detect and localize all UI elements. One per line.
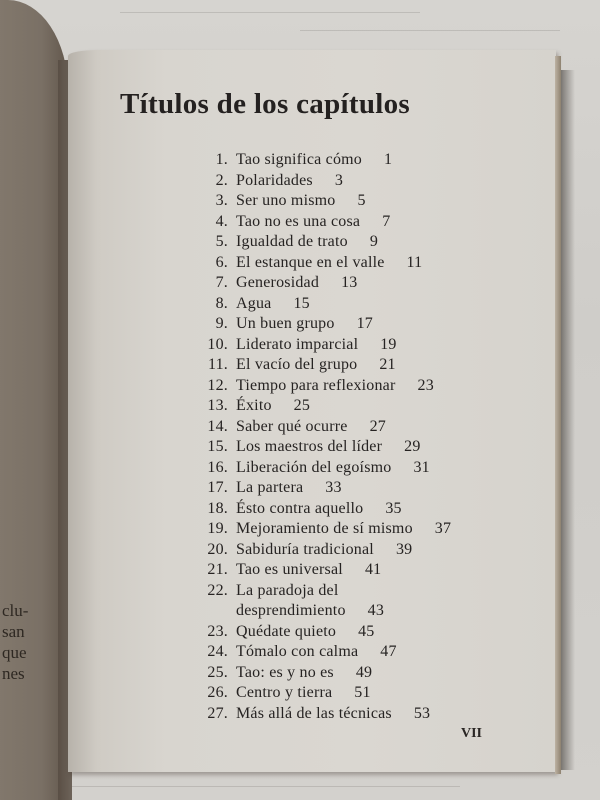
chapter-page: 5 [357, 192, 366, 209]
chapter-page: 29 [404, 438, 421, 455]
chapter-title-text: Éxito [236, 397, 272, 414]
chapter-page: 51 [354, 684, 371, 701]
chapter-number: 13. [207, 397, 228, 414]
chapter-number: 9. [215, 315, 228, 332]
chapter-page: 11 [406, 253, 423, 271]
chapter-page: 45 [358, 622, 375, 640]
chapter-number: 21. [207, 561, 228, 578]
chapter-title-text: Polaridades [236, 171, 313, 189]
left-fragment: nes [2, 664, 25, 683]
chapter-page: 37 [434, 520, 452, 537]
chapter-title [236, 663, 372, 684]
left-fragment: que [2, 643, 27, 662]
chapter-title-text: Agua [236, 294, 272, 312]
chapter-title [236, 437, 421, 458]
chapter-page: 27 [369, 417, 386, 435]
chapter-page: 3 [334, 171, 344, 189]
chapter-title-text: Liberación del egoísmo [236, 458, 392, 476]
chapter-page: 33 [325, 479, 342, 496]
chapter-page: 25 [293, 397, 311, 414]
chapter-title-text: Los maestros del líder [236, 438, 383, 455]
chapter-page: 15 [293, 294, 310, 312]
chapter-title-text: Mejoramiento de sí mismo [236, 520, 413, 537]
chapter-title-text: Tao es universal [236, 561, 343, 578]
chapter-title [236, 642, 397, 663]
chapter-title [236, 499, 402, 520]
chapter-title-text: Tiempo para reflexionar [236, 376, 396, 394]
chapter-number: 25. [207, 663, 228, 681]
chapter-title-text: Ésto contra aquello [236, 499, 364, 517]
page-edge [555, 56, 561, 774]
chapter-page: 35 [385, 499, 402, 517]
chapter-page: 41 [364, 561, 382, 578]
chapter-number: 20. [207, 540, 228, 558]
chapter-title-text: Sabiduría tradicional [236, 540, 374, 558]
chapter-title-text: Tao: es y no es [236, 663, 334, 681]
chapter-number: 15. [207, 438, 228, 455]
chapter-title [236, 191, 366, 212]
chapter-title [236, 314, 373, 335]
chapter-title-line: La paradoja del [236, 581, 339, 599]
chapter-page: 53 [413, 704, 431, 722]
chapter-title [236, 273, 357, 294]
chapter-number: 23. [207, 622, 228, 640]
chapter-number: 6. [215, 253, 228, 271]
chapter-number: 4. [215, 212, 228, 230]
chapter-page: 7 [382, 212, 391, 230]
chapter-title [236, 581, 384, 622]
chapter-title [236, 540, 412, 561]
page-number: VII [461, 726, 483, 741]
chapter-title-text: Tao no es una cosa [236, 212, 361, 230]
chapter-title-text: Un buen grupo [236, 315, 335, 332]
chapter-title-text: El vacío del grupo [236, 356, 358, 373]
chapter-page: 23 [417, 376, 434, 394]
chapter-title-text: Quédate quieto [236, 622, 337, 640]
chapter-page: 31 [413, 458, 430, 476]
chapter-title [236, 458, 430, 479]
chapter-title [236, 253, 422, 274]
chapter-title-text: Liderato imparcial [236, 335, 359, 353]
chapter-title [236, 335, 397, 356]
chapter-title-text: La partera [236, 479, 304, 496]
chapter-number: 27. [207, 704, 228, 722]
chapter-number: 7. [215, 274, 228, 291]
chapter-title-text: Igualdad de trato [236, 233, 348, 250]
chapter-title-text: El estanque en el valle [236, 253, 385, 271]
chapter-number: 26. [207, 684, 228, 701]
left-fragment: san [2, 622, 25, 641]
chapter-page: 19 [380, 335, 397, 353]
chapter-number: 16. [207, 458, 228, 476]
chapter-number: 10. [207, 335, 228, 353]
chapter-number: 12. [207, 376, 228, 394]
chapter-number: 14. [207, 417, 228, 435]
chapter-number: 17. [207, 479, 228, 496]
chapter-title-text: Tao significa cómo [236, 151, 362, 168]
chapter-title-text: Ser uno mismo [236, 192, 336, 209]
chapter-page: 49 [355, 663, 373, 681]
chapter-title [236, 478, 342, 499]
page-title: Títulos de los capítulos [120, 88, 411, 120]
chapter-title [236, 171, 343, 192]
chapter-number: 8. [215, 294, 228, 312]
chapter-page: 21 [379, 356, 396, 373]
chapter-title-text: desprendimiento [236, 602, 346, 619]
chapter-title [236, 294, 310, 315]
chapter-page: 1 [384, 151, 393, 168]
chapter-page: 47 [380, 643, 397, 660]
chapter-title-text: Generosidad [236, 274, 320, 291]
chapter-page: 43 [367, 602, 385, 619]
chapter-number: 2. [215, 171, 228, 189]
chapter-number: 18. [207, 499, 228, 517]
chapter-title [236, 232, 378, 253]
chapter-title [236, 396, 310, 417]
chapter-number: 11. [207, 356, 228, 373]
chapter-title [236, 355, 396, 376]
chapter-title-text: Saber qué ocurre [236, 417, 348, 435]
chapter-title [236, 519, 451, 540]
page-shadow [561, 70, 575, 770]
chapter-title [236, 376, 434, 397]
chapter-number: 19. [207, 520, 228, 537]
chapter-title [236, 683, 371, 704]
chapter-page: 9 [369, 233, 379, 250]
left-page-text [2, 600, 28, 684]
chapter-page: 13 [341, 274, 358, 291]
chapter-title-line [236, 601, 384, 622]
chapter-title [236, 560, 381, 581]
chapter-page: 39 [395, 540, 413, 558]
chapter-title-text: Tómalo con calma [236, 643, 359, 660]
chapter-title [236, 704, 430, 725]
chapter-title [236, 622, 375, 643]
chapter-number: 22. [207, 581, 228, 599]
chapter-number: 5. [215, 233, 228, 250]
chapter-title-text: Más allá de las técnicas [236, 704, 392, 722]
chapter-title-text: Centro y tierra [236, 684, 333, 701]
chapter-page: 17 [356, 315, 373, 332]
chapter-title [236, 212, 390, 233]
chapter-title [236, 150, 392, 171]
chapter-title [236, 417, 386, 438]
left-fragment: clu- [2, 601, 29, 620]
chapter-number: 24. [207, 643, 228, 660]
chapter-number: 1. [215, 151, 228, 168]
chapter-number: 3. [215, 192, 228, 209]
